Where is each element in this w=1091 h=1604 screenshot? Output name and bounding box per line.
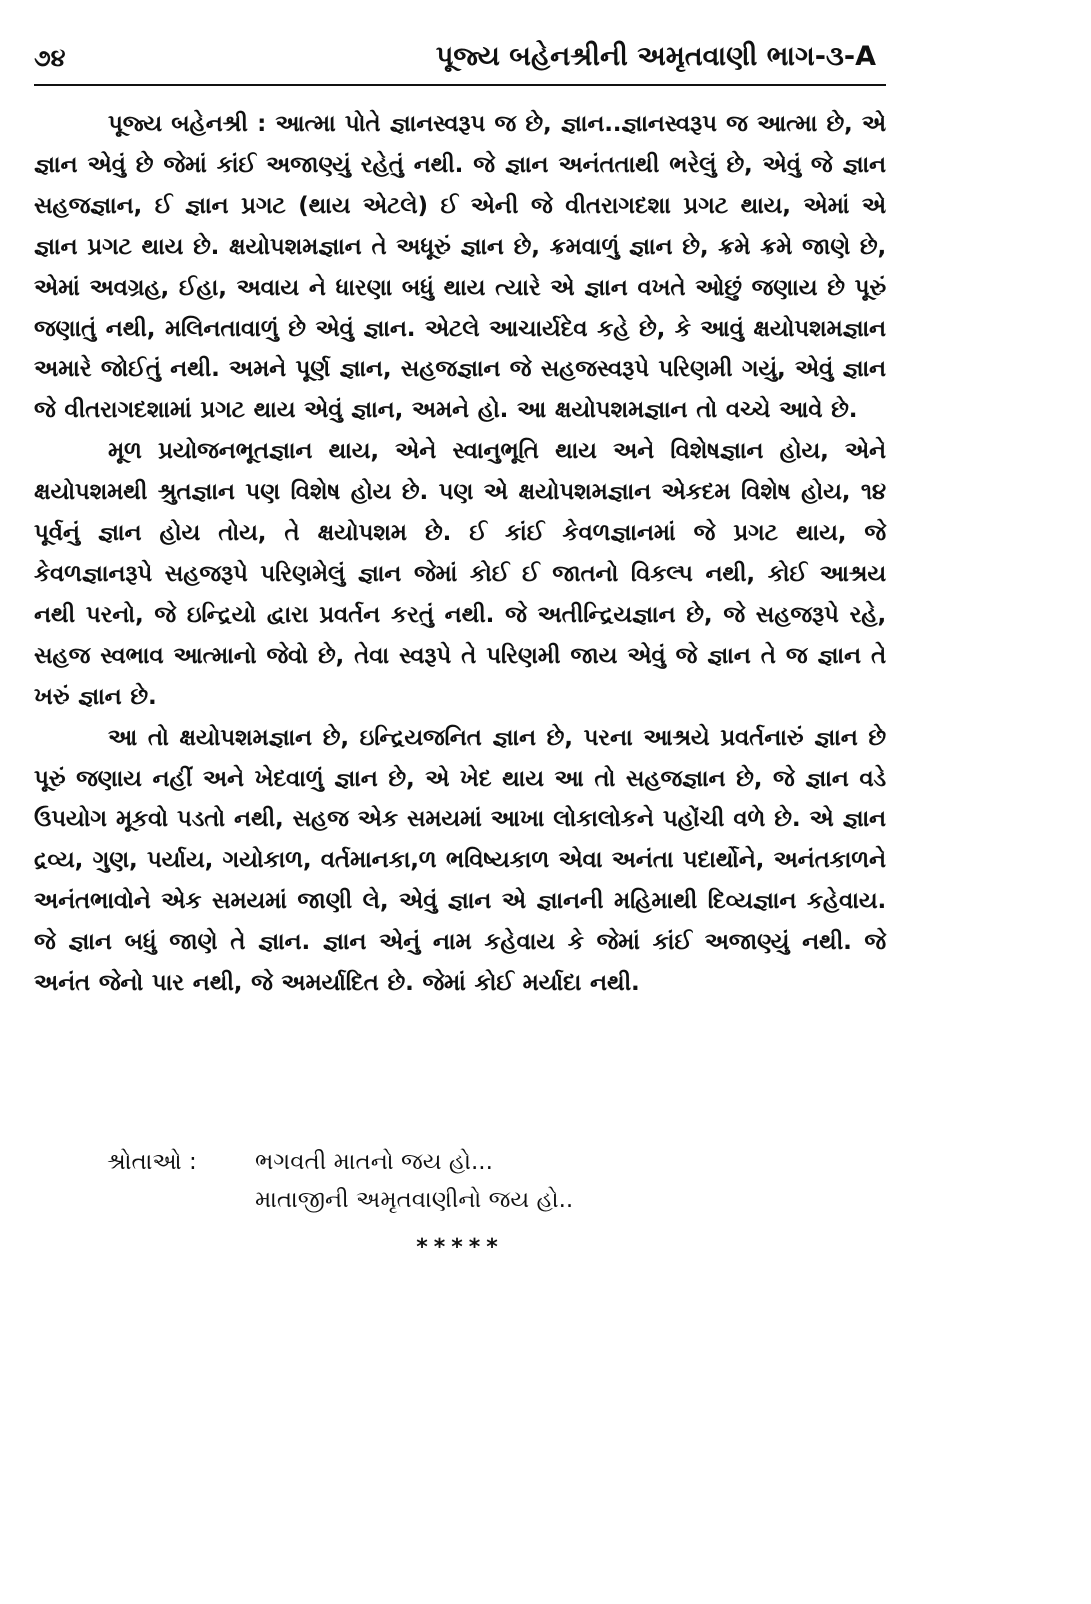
page-header: [34, 42, 886, 86]
paragraph-1-text: આત્મા પોતે જ્ઞાનસ્વરૂપ જ છે, જ્ઞાન..જ્ઞાનસ્વરૂપ જ આત્મા છે, એ જ્ઞાન એવું છે જેમાં કાંઈ અજાણ્યું રહેતું નથી. જે જ્ઞાન અનંતતાથી ભરેલું છે, એવું જે જ્ઞાન સહજજ્ઞાન, ઈ જ્ઞાન પ્રગટ (થાય એટલે) ઈ એની જે વીતરાગદશા પ્રગટ થાય, એમાં એ જ્ઞાન પ્રગટ થાય છે. ક્ષયોપશમજ્ઞાન તે અધૂરું જ્ઞાન છે, ક્રમવાળું જ્ઞાન છે, ક્રમે ક્રમે જાણે છે, એમાં અવગ્રહ, ઈહા, અવાય ને ધારણા બધું થાય ત્યારે એ જ્ઞાન વખતે ઓછું જણાય છે પૂરું જણાતું નથી, મલિનતાવાળું છે એવું જ્ઞાન. એટલે આચાર્યદેવ કહે છે, કે આવું ક્ષયોપશમજ્ઞાન અમારે જોઈતું નથી. અમને પૂર્ણ જ્ઞાન, સહજજ્ઞાન જે સહજસ્વરૂપે પરિણમી ગયું, એવું જ્ઞાન જે વીતરાગદશામાં પ્રગટ થાય એવું જ્ઞાન, અમને હો. આ ક્ષયોપશમજ્ઞાન તો વચ્ચે આવે છે.: [34, 111, 886, 424]
listeners-line-1: ભગવતી માતનો જય હો...: [255, 1149, 493, 1175]
listeners-label: શ્રોતાઓ :: [107, 1149, 197, 1175]
listeners-line-2: માતાજીની અમૃતવાણીનો જય હો..: [255, 1187, 574, 1213]
page-body: [34, 104, 886, 1004]
paragraph-2: [34, 431, 886, 717]
end-mark: *****: [416, 1235, 504, 1260]
paragraph-1: [34, 104, 886, 431]
speaker-label: પૂજ્ય બહેનશ્રી :: [108, 111, 267, 137]
running-title: પૂજ્ય બહેનશ્રીની અમૃતવાણી ભાગ-૩-A: [435, 41, 876, 72]
paragraph-3: [34, 718, 886, 1004]
listeners-lines: [255, 1143, 573, 1219]
page-number: ૭૪: [34, 44, 66, 72]
paragraph-3-text: આ તો ક્ષયોપશમજ્ઞાન છે, ઇન્દ્રિયજનિત જ્ઞાન છે, પરના આશ્રયે પ્રવર્તનારું જ્ઞાન છે પૂરું જણાય નહીં અને ખેદવાળું જ્ઞાન છે, એ ખેદ થાય આ તો સહજજ્ઞાન છે, જે જ્ઞાન વડે ઉપયોગ મૂકવો પડતો નથી, સહજ એક સમયમાં આખા લોકાલોકને પહોંચી વળે છે. એ જ્ઞાન દ્રવ્ય, ગુણ, પર્યાય, ગયોકાળ, વર્તમાનકા,ળ ભવિષ્યકાળ એવા અનંતા પદાર્થોને, અનંતકાળને અનંતભાવોને એક સમયમાં જાણી લે, એવું જ્ઞાન એ જ્ઞાનની મહિમાથી દિવ્યજ્ઞાન કહેવાય. જે જ્ઞાન બધું જાણે તે જ્ઞાન. જ્ઞાન એનું નામ કહેવાય કે જેમાં કાંઈ અજાણ્યું નથી. જે અનંત જેનો પાર નથી, જે અમર્યાદિત છે. જેમાં કોઈ મર્યાદા નથી.: [34, 724, 886, 997]
paragraph-2-text: મૂળ પ્રયોજનભૂતજ્ઞાન થાય, એને સ્વાનુભૂતિ થાય અને વિશેષજ્ઞાન હોય, એને ક્ષયોપશમથી શ્રુતજ્ઞાન પણ વિશેષ હોય છે. પણ એ ક્ષયોપશમજ્ઞાન એકદમ વિશેષ હોય, ૧૪ પૂર્વનું જ્ઞાન હોય તોય, તે ક્ષયોપશમ છે. ઈ કાંઈ કેવળજ્ઞાનમાં જે પ્રગટ થાય, જે કેવળજ્ઞાનરૂપે સહજરૂપે પરિણમેલું જ્ઞાન જેમાં કોઈ ઈ જાતનો વિકલ્પ નથી, કોઈ આશ્રય નથી પરનો, જે ઇન્દ્રિયો દ્વારા પ્રવર્તન કરતું નથી. જે અતીન્દ્રિયજ્ઞાન છે, જે સહજરૂપે રહે, સહજ સ્વભાવ આત્માનો જેવો છે, તેવા સ્વરૂપે તે પરિણમી જાય એવું જે જ્ઞાન તે જ જ્ઞાન તે ખરું જ્ઞાન છે.: [34, 438, 886, 710]
